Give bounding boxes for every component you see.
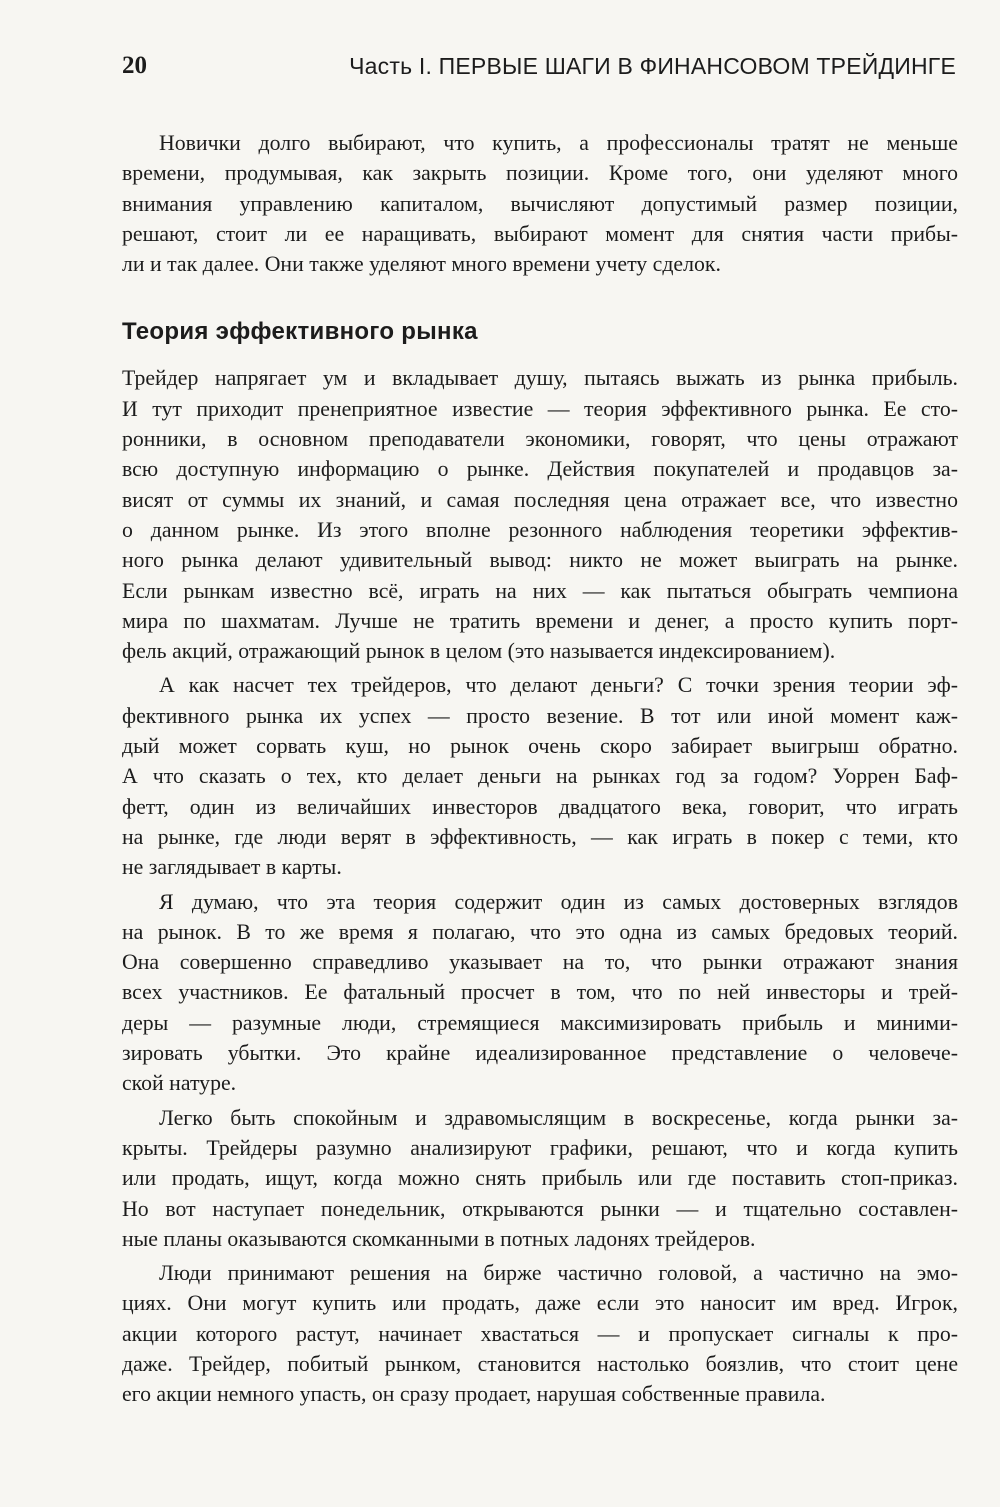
page-number: 20 bbox=[122, 52, 147, 79]
paragraph bbox=[122, 670, 958, 882]
running-head bbox=[122, 46, 956, 86]
text-line: внимания управлению капиталом, вычисляют допустимый размер позиции, bbox=[122, 191, 958, 216]
text-line: решают, стоит ли ее наращивать, выбирают момент для снятия части прибы- bbox=[122, 221, 958, 246]
text-line: деры — разумные люди, стремящиеся максимизировать прибыль и миними- bbox=[122, 1010, 958, 1035]
paragraph bbox=[122, 1258, 958, 1409]
text-line: ли и так далее. Они также уделяют много времени учету сделок. bbox=[122, 252, 721, 277]
text-line: ронники, в основном преподаватели экономики, говорят, что цены отражают bbox=[122, 427, 958, 452]
paragraph-intro bbox=[122, 128, 958, 279]
text-line: не заглядывает в карты. bbox=[122, 855, 342, 880]
text-line: Люди принимают решения на бирже частично головой, а частично на эмо- bbox=[159, 1261, 958, 1286]
text-line: времени, продумывая, как закрыть позиции. Кроме того, они уделяют много bbox=[122, 161, 958, 186]
text-line: крыты. Трейдеры разумно анализируют графики, решают, что и когда купить bbox=[122, 1135, 958, 1160]
text-line: И тут приходит пренеприятное известие — теория эффективного рынка. Ее сто- bbox=[122, 396, 958, 421]
text-line: А что сказать о тех, кто делает деньги на рынках год за годом? Уоррен Баф- bbox=[122, 764, 958, 789]
text-line: ного рынка делают удивительный вывод: никто не может выиграть на рынке. bbox=[122, 548, 958, 573]
text-line: Легко быть спокойным и здравомыслящим в воскресенье, когда рынки за- bbox=[159, 1105, 958, 1130]
text-line: фетт, один из величайших инвесторов двадцатого века, говорит, что играть bbox=[122, 794, 958, 819]
text-line: на рынке, где люди верят в эффективность, — как играть в покер с теми, кто bbox=[122, 824, 958, 849]
text-line: о данном рынке. Из этого вполне резонного наблюдения теоретики эффектив- bbox=[122, 517, 958, 542]
text-column bbox=[122, 128, 958, 1410]
text-line: ные планы оказываются скомканными в потных ладонях трейдеров. bbox=[122, 1226, 756, 1251]
text-line: Я думаю, что эта теория содержит один из самых достоверных взглядов bbox=[159, 889, 958, 914]
text-line: на рынок. В то же время я полагаю, что это одна из самых бредовых теорий. bbox=[122, 919, 958, 944]
text-line: Если рынкам известно всё, играть на них — как пытаться обыграть чемпиона bbox=[122, 578, 958, 603]
text-line: всю доступную информацию о рынке. Действия покупателей и продавцов за- bbox=[122, 457, 958, 482]
text-line: висят от суммы их знаний, и самая последняя цена отражает все, что известно bbox=[122, 487, 958, 512]
running-title: Часть I. ПЕРВЫЕ ШАГИ В ФИНАНСОВОМ ТРЕЙДИНГЕ bbox=[349, 53, 956, 79]
paragraph bbox=[122, 363, 958, 666]
text-line: ской натуре. bbox=[122, 1071, 237, 1096]
text-line: даже. Трейдер, побитый рынком, становится настолько боязлив, что стоит цене bbox=[122, 1351, 958, 1376]
text-line: Она совершенно справедливо указывает на то, что рынки отражают знания bbox=[122, 950, 958, 975]
text-line: дый может сорвать куш, но рынок очень скоро забирает выигрыш обратно. bbox=[122, 734, 958, 759]
text-line: А как насчет тех трейдеров, что делают деньги? С точки зрения теории эф- bbox=[159, 673, 958, 698]
text-line: мира по шахматам. Лучше не тратить времени и денег, а просто купить порт- bbox=[122, 608, 958, 633]
text-line: или продать, ищут, когда можно снять прибыль или где поставить стоп-приказ. bbox=[122, 1166, 958, 1191]
section-heading: Теория эффективного рынка bbox=[122, 318, 478, 346]
text-line: Но вот наступает понедельник, открываются рынки — и тщательно составлен- bbox=[122, 1196, 958, 1221]
text-line: акции которого растут, начинает хвастаться — и пропускает сигналы к про- bbox=[122, 1321, 958, 1346]
text-line: зировать убытки. Это крайне идеализированное представление о человече- bbox=[122, 1041, 958, 1066]
paragraph bbox=[122, 1103, 958, 1254]
text-line: фель акций, отражающий рынок в целом (это называется индексированием). bbox=[122, 639, 836, 664]
paragraph bbox=[122, 887, 958, 1099]
text-line: Новички долго выбирают, что купить, а профессионалы тратят не меньше bbox=[159, 131, 958, 155]
text-line: всех участников. Ее фатальный просчет в том, что по ней инвесторы и трей- bbox=[122, 980, 958, 1005]
text-line: фективного рынка их успех — просто везение. В тот или иной момент каж- bbox=[122, 703, 958, 728]
text-line: его акции немного упасть, он сразу продает, нарушая собственные правила. bbox=[122, 1382, 826, 1407]
text-line: Трейдер напрягает ум и вкладывает душу, пытаясь выжать из рынка прибыль. bbox=[122, 366, 958, 391]
text-line: циях. Они могут купить или продать, даже если это наносит им вред. Игрок, bbox=[122, 1291, 958, 1316]
